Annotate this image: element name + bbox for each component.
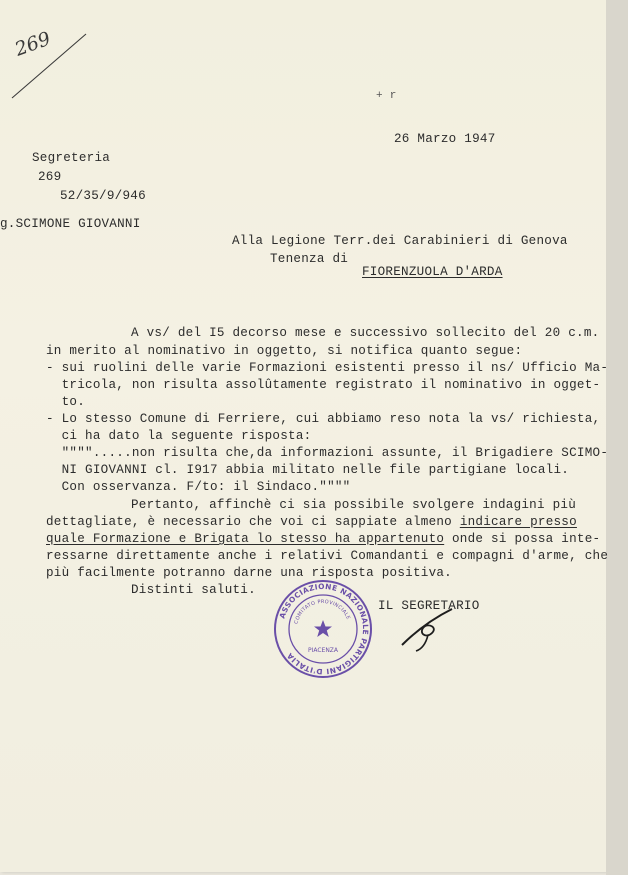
archive-number: 269 [12, 27, 54, 61]
underlined-phrase: quale Formazione e Brigata lo stesso ha appartenuto [46, 532, 445, 546]
body-line: tricola, non risulta assolûtamente registrato il nominativo in ogget- [46, 378, 601, 392]
body-line: NI GIOVANNI cl. I917 abbia militato nelle file partigiane locali. [46, 463, 570, 477]
svg-text:COMITATO PROVINCIALE: COMITATO PROVINCIALE [293, 598, 352, 625]
pencil-mark: + r [376, 90, 397, 102]
body-line: ressarne direttamente anche i relativi Comandanti e compagni d'arme, che [46, 549, 609, 563]
letter-date: 26 Marzo 1947 [394, 132, 496, 146]
closing-salutation: Distinti saluti. [131, 583, 256, 597]
body-line: to. [46, 395, 86, 409]
office-name: Segreteria [32, 151, 111, 165]
scanner-background [606, 0, 628, 875]
body-line: quale Formazione e Brigata lo stesso ha appartenuto onde si possa inte- [46, 532, 601, 546]
partisan-association-stamp [272, 578, 374, 680]
body-line: Con osservanza. F/to: il Sindaco."""" [46, 480, 351, 494]
body-line: ci ha dato la seguente risposta: [46, 429, 312, 443]
protocol-number: 269 [38, 170, 62, 184]
underlined-phrase: indicare presso [459, 515, 577, 529]
body-line: dettagliate, è necessario che voi ci sappiate almeno indicare presso [46, 515, 577, 529]
recipient-place: FIORENZUOLA D'ARDA [362, 265, 503, 279]
body-line: A vs/ del I5 decorso mese e successivo sollecito del 20 c.m. [131, 326, 600, 340]
body-line: """".....non risulta che,da informazioni assunte, il Brigadiere SCIMO- [46, 446, 609, 460]
body-line: Pertanto, affinchè ci sia possibile svolgere indagini più [131, 498, 577, 512]
reference-number: 52/35/9/946 [60, 189, 146, 203]
body-line: - Lo stesso Comune di Ferriere, cui abbiamo reso nota la vs/ richiesta, [46, 412, 601, 426]
body-line: in merito al nominativo in oggetto, si notifica quanto segue: [46, 344, 523, 358]
body-line: più facilmente potranno darne una risposta positiva. [46, 566, 452, 580]
handwritten-signature [398, 605, 456, 653]
svg-text:ASSOCIAZIONE NAZIONALE PARTIGI: ASSOCIAZIONE NAZIONALE PARTIGIANI D'ITALIA [277, 581, 371, 677]
recipient-line-2: Tenenza di [270, 252, 349, 266]
recipient-line-1: Alla Legione Terr.dei Carabinieri di Genova [232, 234, 568, 248]
signature-title: IL SEGRETARIO [378, 599, 480, 613]
subject-line: g.SCIMONE GIOVANNI [0, 217, 141, 231]
svg-text:PIACENZA: PIACENZA [307, 647, 339, 654]
body-line: - sui ruolini delle varie Formazioni esistenti presso il ns/ Ufficio Ma- [46, 361, 609, 375]
